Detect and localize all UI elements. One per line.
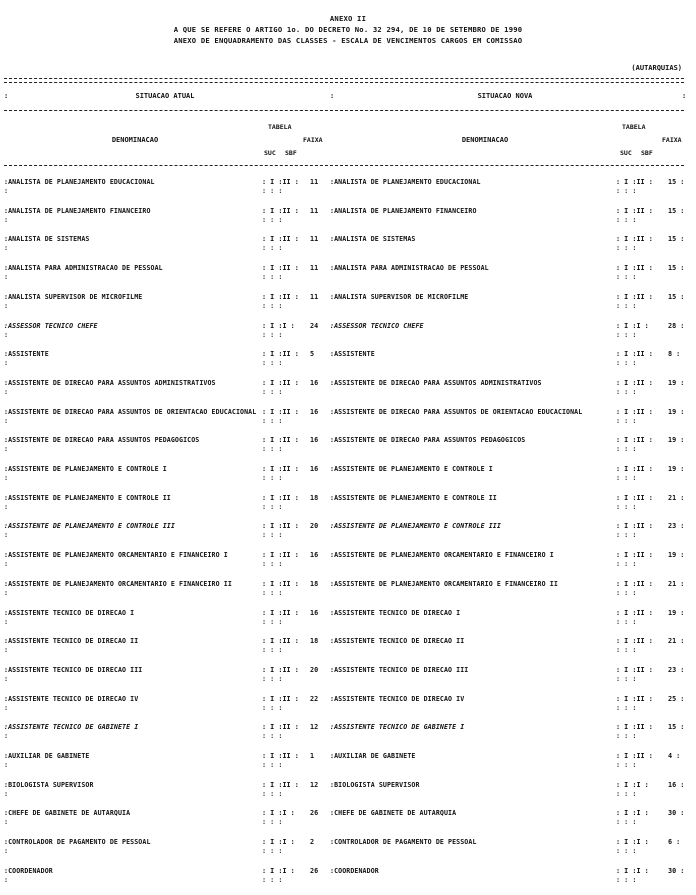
new-faixa: 16 : <box>668 780 685 789</box>
current-faixa: 24 <box>310 321 319 330</box>
new-faixa: 4 : <box>668 752 681 760</box>
table-row <box>4 838 688 866</box>
current-tabela: : I :II : <box>262 436 299 445</box>
new-denominacao: :ASSISTENTE DE PLANEJAMENTO ORCAMENTARIO E FINANCEIRO I <box>330 551 554 560</box>
new-tabela: : I :II : <box>616 350 653 359</box>
current-denominacao: :COORDENADOR <box>4 866 53 875</box>
current-faixa: 20 <box>310 665 319 674</box>
row-border-mark: : <box>4 732 9 741</box>
row-border-mark: : : : <box>616 330 637 339</box>
current-tabela: : I :II : <box>262 723 299 732</box>
table-row <box>4 781 688 809</box>
table-row <box>4 695 688 723</box>
row-border-mark: : : : <box>262 818 283 827</box>
new-denominacao: :ANALISTA SUPERVISOR DE MICROFILME <box>330 292 469 301</box>
table-row <box>4 551 688 579</box>
row-border-mark: : : : <box>616 187 637 195</box>
row-border-mark: : : : <box>262 244 283 253</box>
current-tabela: : I :I : <box>262 321 295 330</box>
row-border-mark: : : : <box>616 301 637 310</box>
current-faixa: 20 <box>310 522 319 531</box>
new-tabela: : I :II : <box>616 407 653 416</box>
row-border-mark: : : : <box>616 359 637 368</box>
current-denominacao: :AUXILIAR DE GABINETE <box>4 752 90 760</box>
new-denominacao: :ANALISTA DE SISTEMAS <box>330 235 416 244</box>
table-row <box>4 637 688 665</box>
current-denominacao: :ASSISTENTE DE DIRECAO PARA ASSUNTOS DE ORIENTACAO EDUCACIONAL <box>4 407 257 416</box>
current-faixa: 12 <box>310 780 319 789</box>
current-faixa: 11 <box>310 292 319 301</box>
new-denominacao: :ASSISTENTE DE PLANEJAMENTO E CONTROLE I <box>330 465 493 473</box>
row-border-mark: : : : <box>262 531 283 540</box>
current-tabela: : I :II : <box>262 378 299 387</box>
new-faixa: 30 : <box>668 866 685 875</box>
table-row <box>4 408 688 436</box>
autarquias-label: (AUTARQUIAS) <box>631 64 682 72</box>
current-faixa: 11 <box>310 206 319 215</box>
row-border-mark: : <box>4 187 9 195</box>
new-faixa: 21 : <box>668 637 685 646</box>
row-border-mark: : <box>4 818 9 827</box>
border-mark: : <box>682 92 687 100</box>
col-denominacao-right: DENOMINACAO <box>461 136 509 144</box>
current-tabela: : I :II : <box>262 780 299 789</box>
new-tabela: : I :II : <box>616 292 653 301</box>
current-denominacao: :BIOLOGISTA SUPERVISOR <box>4 780 94 789</box>
new-faixa: 21 : <box>668 493 685 502</box>
col-suc-right: SUC <box>620 149 632 157</box>
annex-description: ANEXO DE ENQUADRAMENTO DAS CLASSES - ESCALA DE VENCIMENTOS CARGOS EM COMISSAO <box>173 36 523 45</box>
row-border-mark: : <box>4 674 9 683</box>
current-tabela: : I :II : <box>262 493 299 502</box>
table-row <box>4 178 688 206</box>
current-tabela: : I :II : <box>262 178 299 186</box>
row-border-mark: : : : <box>262 847 283 856</box>
row-border-mark: : : : <box>616 588 637 597</box>
current-faixa: 11 <box>310 235 319 244</box>
row-border-mark: : : : <box>262 732 283 741</box>
current-denominacao: :ASSISTENTE DE PLANEJAMENTO E CONTROLE II <box>4 493 171 502</box>
row-border-mark: : <box>4 703 9 712</box>
current-tabela: : I :II : <box>262 694 299 703</box>
current-tabela: : I :II : <box>262 206 299 215</box>
row-border-mark: : : : <box>616 474 637 482</box>
row-border-mark: : : : <box>262 646 283 655</box>
new-tabela: : I :II : <box>616 752 653 760</box>
table-row <box>4 379 688 407</box>
new-denominacao: :ASSESSOR TECNICO CHEFE <box>330 321 424 330</box>
new-faixa: 28 : <box>668 321 685 330</box>
current-tabela: : I :II : <box>262 292 299 301</box>
new-tabela: : I :I : <box>616 838 649 847</box>
annex-title: ANEXO II <box>329 14 367 23</box>
table-top-rule <box>4 78 684 79</box>
new-tabela: : I :II : <box>616 694 653 703</box>
row-border-mark: : : : <box>262 215 283 224</box>
row-border-mark: : : : <box>616 875 637 884</box>
current-denominacao: :ASSISTENTE TECNICO DE DIRECAO IV <box>4 694 139 703</box>
current-denominacao: :ASSISTENTE DE PLANEJAMENTO ORCAMENTARIO E FINANCEIRO I <box>4 551 228 560</box>
current-denominacao: :ANALISTA PARA ADMINISTRACAO DE PESSOAL <box>4 264 163 273</box>
new-denominacao: :ASSISTENTE DE PLANEJAMENTO E CONTROLE III <box>330 522 501 531</box>
new-denominacao: :COORDENADOR <box>330 866 379 875</box>
border-mark: : <box>4 92 9 100</box>
row-border-mark: : : : <box>262 789 283 798</box>
section-situacao-nova: SITUACAO NOVA <box>477 92 533 100</box>
current-faixa: 16 <box>310 407 319 416</box>
new-faixa: 19 : <box>668 608 685 617</box>
new-tabela: : I :II : <box>616 665 653 674</box>
current-tabela: : I :I : <box>262 866 295 875</box>
current-denominacao: :ASSESSOR TECNICO CHEFE <box>4 321 98 330</box>
row-border-mark: : <box>4 301 9 310</box>
row-border-mark: : : : <box>262 703 283 712</box>
new-tabela: : I :II : <box>616 493 653 502</box>
new-tabela: : I :I : <box>616 809 649 818</box>
new-faixa: 15 : <box>668 206 685 215</box>
row-border-mark: : <box>4 330 9 339</box>
current-faixa: 18 <box>310 493 319 502</box>
current-tabela: : I :II : <box>262 350 299 359</box>
table-row <box>4 264 688 292</box>
new-faixa: 19 : <box>668 551 685 560</box>
current-denominacao: :ASSISTENTE DE DIRECAO PARA ASSUNTOS ADMINISTRATIVOS <box>4 378 216 387</box>
current-tabela: : I :II : <box>262 608 299 617</box>
new-denominacao: :ASSISTENTE <box>330 350 375 359</box>
row-border-mark: : <box>4 244 9 253</box>
current-denominacao: :ANALISTA DE SISTEMAS <box>4 235 90 244</box>
row-border-mark: : <box>4 387 9 396</box>
col-tabela-left: TABELA <box>268 123 292 131</box>
new-faixa: 23 : <box>668 522 685 531</box>
new-faixa: 8 : <box>668 350 681 359</box>
new-faixa: 15 : <box>668 264 685 273</box>
table-row <box>4 809 688 837</box>
current-tabela: : I :II : <box>262 752 299 760</box>
current-tabela: : I :I : <box>262 809 295 818</box>
row-border-mark: : <box>4 560 9 569</box>
new-tabela: : I :I : <box>616 321 649 330</box>
row-border-mark: : : : <box>616 732 637 741</box>
row-border-mark: : : : <box>262 273 283 282</box>
section-situacao-atual: SITUACAO ATUAL <box>135 92 195 100</box>
current-tabela: : I :II : <box>262 665 299 674</box>
row-border-mark: : : : <box>616 818 637 827</box>
new-denominacao: :ASSISTENTE DE DIRECAO PARA ASSUNTOS ADMINISTRATIVOS <box>330 378 542 387</box>
row-border-mark: : : : <box>616 617 637 626</box>
row-border-mark: : : : <box>262 445 283 454</box>
new-tabela: : I :II : <box>616 637 653 646</box>
row-border-mark: : : : <box>262 387 283 396</box>
current-faixa: 18 <box>310 637 319 646</box>
row-border-mark: : : : <box>616 646 637 655</box>
table-row <box>4 752 688 780</box>
row-border-mark: : : : <box>616 244 637 253</box>
current-denominacao: :ASSISTENTE TECNICO DE DIRECAO I <box>4 608 135 617</box>
table-row <box>4 494 688 522</box>
new-faixa: 30 : <box>668 809 685 818</box>
table-row <box>4 867 688 895</box>
new-denominacao: :ASSISTENTE TECNICO DE DIRECAO II <box>330 637 465 646</box>
row-border-mark: : : : <box>616 416 637 425</box>
new-tabela: : I :II : <box>616 551 653 560</box>
new-denominacao: :ASSISTENTE DE PLANEJAMENTO ORCAMENTARIO E FINANCEIRO II <box>330 579 558 588</box>
row-border-mark: : : : <box>262 674 283 683</box>
current-tabela: : I :II : <box>262 235 299 244</box>
current-denominacao: :ASSISTENTE <box>4 350 49 359</box>
col-denominacao-left: DENOMINACAO <box>111 136 159 144</box>
table-row <box>4 465 688 493</box>
row-border-mark: : : : <box>616 560 637 569</box>
row-border-mark: : <box>4 847 9 856</box>
current-faixa: 11 <box>310 264 319 273</box>
current-denominacao: :CHEFE DE GABINETE DE AUTARQUIA <box>4 809 131 818</box>
col-sbf-right: SBF <box>641 149 653 157</box>
row-border-mark: : : : <box>262 502 283 511</box>
table-row <box>4 207 688 235</box>
new-denominacao: :CONTROLADOR DE PAGAMENTO DE PESSOAL <box>330 838 477 847</box>
new-denominacao: :ANALISTA DE PLANEJAMENTO EDUCACIONAL <box>330 178 481 186</box>
current-denominacao: :ASSISTENTE TECNICO DE DIRECAO III <box>4 665 143 674</box>
current-tabela: : I :II : <box>262 407 299 416</box>
new-tabela: : I :II : <box>616 723 653 732</box>
row-border-mark: : : : <box>262 761 283 769</box>
row-border-mark: : : : <box>616 789 637 798</box>
new-tabela: : I :II : <box>616 436 653 445</box>
current-tabela: : I :II : <box>262 465 299 473</box>
row-border-mark: : : : <box>262 187 283 195</box>
current-faixa: 16 <box>310 551 319 560</box>
section-rule <box>4 110 684 111</box>
current-faixa: 2 <box>310 838 315 847</box>
row-border-mark: : <box>4 502 9 511</box>
current-denominacao: :ASSISTENTE TECNICO DE GABINETE I <box>4 723 139 732</box>
row-border-mark: : : : <box>262 560 283 569</box>
table-row <box>4 723 688 751</box>
row-border-mark: : <box>4 789 9 798</box>
table-top-rule-2 <box>4 82 684 83</box>
row-border-mark: : <box>4 646 9 655</box>
current-denominacao: :ASSISTENTE DE PLANEJAMENTO E CONTROLE III <box>4 522 175 531</box>
new-tabela: : I :II : <box>616 465 653 473</box>
new-denominacao: :BIOLOGISTA SUPERVISOR <box>330 780 420 789</box>
new-denominacao: :ASSISTENTE DE PLANEJAMENTO E CONTROLE II <box>330 493 497 502</box>
table-row <box>4 350 688 378</box>
col-tabela-right: TABELA <box>622 123 646 131</box>
row-border-mark: : : : <box>262 474 283 482</box>
row-border-mark: : <box>4 588 9 597</box>
new-tabela: : I :II : <box>616 206 653 215</box>
row-border-mark: : <box>4 875 9 884</box>
current-tabela: : I :II : <box>262 264 299 273</box>
current-faixa: 16 <box>310 436 319 445</box>
new-denominacao: :ASSISTENTE TECNICO DE DIRECAO IV <box>330 694 465 703</box>
table-row <box>4 436 688 464</box>
current-faixa: 26 <box>310 809 319 818</box>
current-tabela: : I :II : <box>262 551 299 560</box>
col-sbf-left: SBF <box>285 149 297 157</box>
new-denominacao: :ASSISTENTE TECNICO DE GABINETE I <box>330 723 465 732</box>
current-denominacao: :ASSISTENTE TECNICO DE DIRECAO II <box>4 637 139 646</box>
new-tabela: : I :II : <box>616 378 653 387</box>
current-tabela: : I :II : <box>262 522 299 531</box>
row-border-mark: : : : <box>616 674 637 683</box>
new-denominacao: :ANALISTA PARA ADMINISTRACAO DE PESSOAL <box>330 264 489 273</box>
new-denominacao: :AUXILIAR DE GABINETE <box>330 752 416 760</box>
current-faixa: 26 <box>310 866 319 875</box>
row-border-mark: : : : <box>616 847 637 856</box>
new-tabela: : I :I : <box>616 866 649 875</box>
row-border-mark: : : : <box>616 502 637 511</box>
new-denominacao: :ANALISTA DE PLANEJAMENTO FINANCEIRO <box>330 206 477 215</box>
current-faixa: 18 <box>310 579 319 588</box>
table-row <box>4 293 688 321</box>
row-border-mark: : : : <box>262 330 283 339</box>
current-denominacao: :ANALISTA DE PLANEJAMENTO FINANCEIRO <box>4 206 151 215</box>
header-bottom-rule <box>4 165 684 166</box>
row-border-mark: : <box>4 273 9 282</box>
row-border-mark: : : : <box>262 359 283 368</box>
current-faixa: 5 <box>310 350 315 359</box>
current-faixa: 12 <box>310 723 319 732</box>
row-border-mark: : : : <box>616 273 637 282</box>
new-tabela: : I :II : <box>616 579 653 588</box>
row-border-mark: : : : <box>616 703 637 712</box>
row-border-mark: : <box>4 474 9 482</box>
new-faixa: 19 : <box>668 378 685 387</box>
current-denominacao: :CONTROLADOR DE PAGAMENTO DE PESSOAL <box>4 838 151 847</box>
current-faixa: 11 <box>310 178 319 186</box>
row-border-mark: : : : <box>262 416 283 425</box>
new-tabela: : I :I : <box>616 780 649 789</box>
new-tabela: : I :II : <box>616 264 653 273</box>
row-border-mark: : : : <box>262 588 283 597</box>
row-border-mark: : : : <box>262 875 283 884</box>
row-border-mark: : : : <box>616 387 637 396</box>
row-border-mark: : <box>4 215 9 224</box>
current-tabela: : I :II : <box>262 579 299 588</box>
new-tabela: : I :II : <box>616 235 653 244</box>
row-border-mark: : <box>4 761 9 769</box>
border-mark: : <box>330 92 335 100</box>
row-border-mark: : : : <box>616 761 637 769</box>
row-border-mark: : : : <box>262 301 283 310</box>
col-suc-left: SUC <box>264 149 276 157</box>
new-faixa: 25 : <box>668 694 685 703</box>
table-row <box>4 322 688 350</box>
new-faixa: 15 : <box>668 292 685 301</box>
row-border-mark: : : : <box>262 617 283 626</box>
new-faixa: 19 : <box>668 407 685 416</box>
new-tabela: : I :II : <box>616 522 653 531</box>
annex-subtitle: A QUE SE REFERE O ARTIGO 1o. DO DECRETO No. 32 294, DE 10 DE SETEMBRO DE 1990 <box>173 25 523 34</box>
col-faixa-right: FAIXA <box>662 136 682 144</box>
new-tabela: : I :II : <box>616 178 653 186</box>
new-faixa: 15 : <box>668 723 685 732</box>
new-faixa: 6 : <box>668 838 681 847</box>
new-denominacao: :ASSISTENTE TECNICO DE DIRECAO I <box>330 608 461 617</box>
table-row <box>4 235 688 263</box>
new-tabela: : I :II : <box>616 608 653 617</box>
row-border-mark: : : : <box>616 531 637 540</box>
table-row <box>4 580 688 608</box>
current-denominacao: :ASSISTENTE DE PLANEJAMENTO E CONTROLE I <box>4 465 167 473</box>
new-faixa: 15 : <box>668 235 685 244</box>
current-faixa: 1 <box>310 752 315 760</box>
new-denominacao: :ASSISTENTE DE DIRECAO PARA ASSUNTOS PEDAGOGICOS <box>330 436 526 445</box>
row-border-mark: : : : <box>616 215 637 224</box>
current-faixa: 22 <box>310 694 319 703</box>
current-denominacao: :ANALISTA DE PLANEJAMENTO EDUCACIONAL <box>4 178 155 186</box>
table-row <box>4 609 688 637</box>
row-border-mark: : <box>4 416 9 425</box>
current-faixa: 16 <box>310 465 319 473</box>
row-border-mark: : <box>4 359 9 368</box>
new-faixa: 19 : <box>668 436 685 445</box>
row-border-mark: : <box>4 617 9 626</box>
current-faixa: 16 <box>310 608 319 617</box>
current-faixa: 16 <box>310 378 319 387</box>
current-tabela: : I :I : <box>262 838 295 847</box>
row-border-mark: : : : <box>616 445 637 454</box>
new-faixa: 15 : <box>668 178 685 186</box>
table-row <box>4 522 688 550</box>
new-faixa: 21 : <box>668 579 685 588</box>
current-denominacao: :ASSISTENTE DE PLANEJAMENTO ORCAMENTARIO E FINANCEIRO II <box>4 579 232 588</box>
col-faixa-left: FAIXA <box>303 136 323 144</box>
new-faixa: 23 : <box>668 665 685 674</box>
new-denominacao: :ASSISTENTE DE DIRECAO PARA ASSUNTOS DE ORIENTACAO EDUCACIONAL <box>330 407 583 416</box>
table-row <box>4 666 688 694</box>
current-tabela: : I :II : <box>262 637 299 646</box>
row-border-mark: : <box>4 445 9 454</box>
new-denominacao: :ASSISTENTE TECNICO DE DIRECAO III <box>330 665 469 674</box>
current-denominacao: :ANALISTA SUPERVISOR DE MICROFILME <box>4 292 143 301</box>
current-denominacao: :ASSISTENTE DE DIRECAO PARA ASSUNTOS PEDAGOGICOS <box>4 436 200 445</box>
new-faixa: 19 : <box>668 465 685 473</box>
new-denominacao: :CHEFE DE GABINETE DE AUTARQUIA <box>330 809 457 818</box>
row-border-mark: : <box>4 531 9 540</box>
